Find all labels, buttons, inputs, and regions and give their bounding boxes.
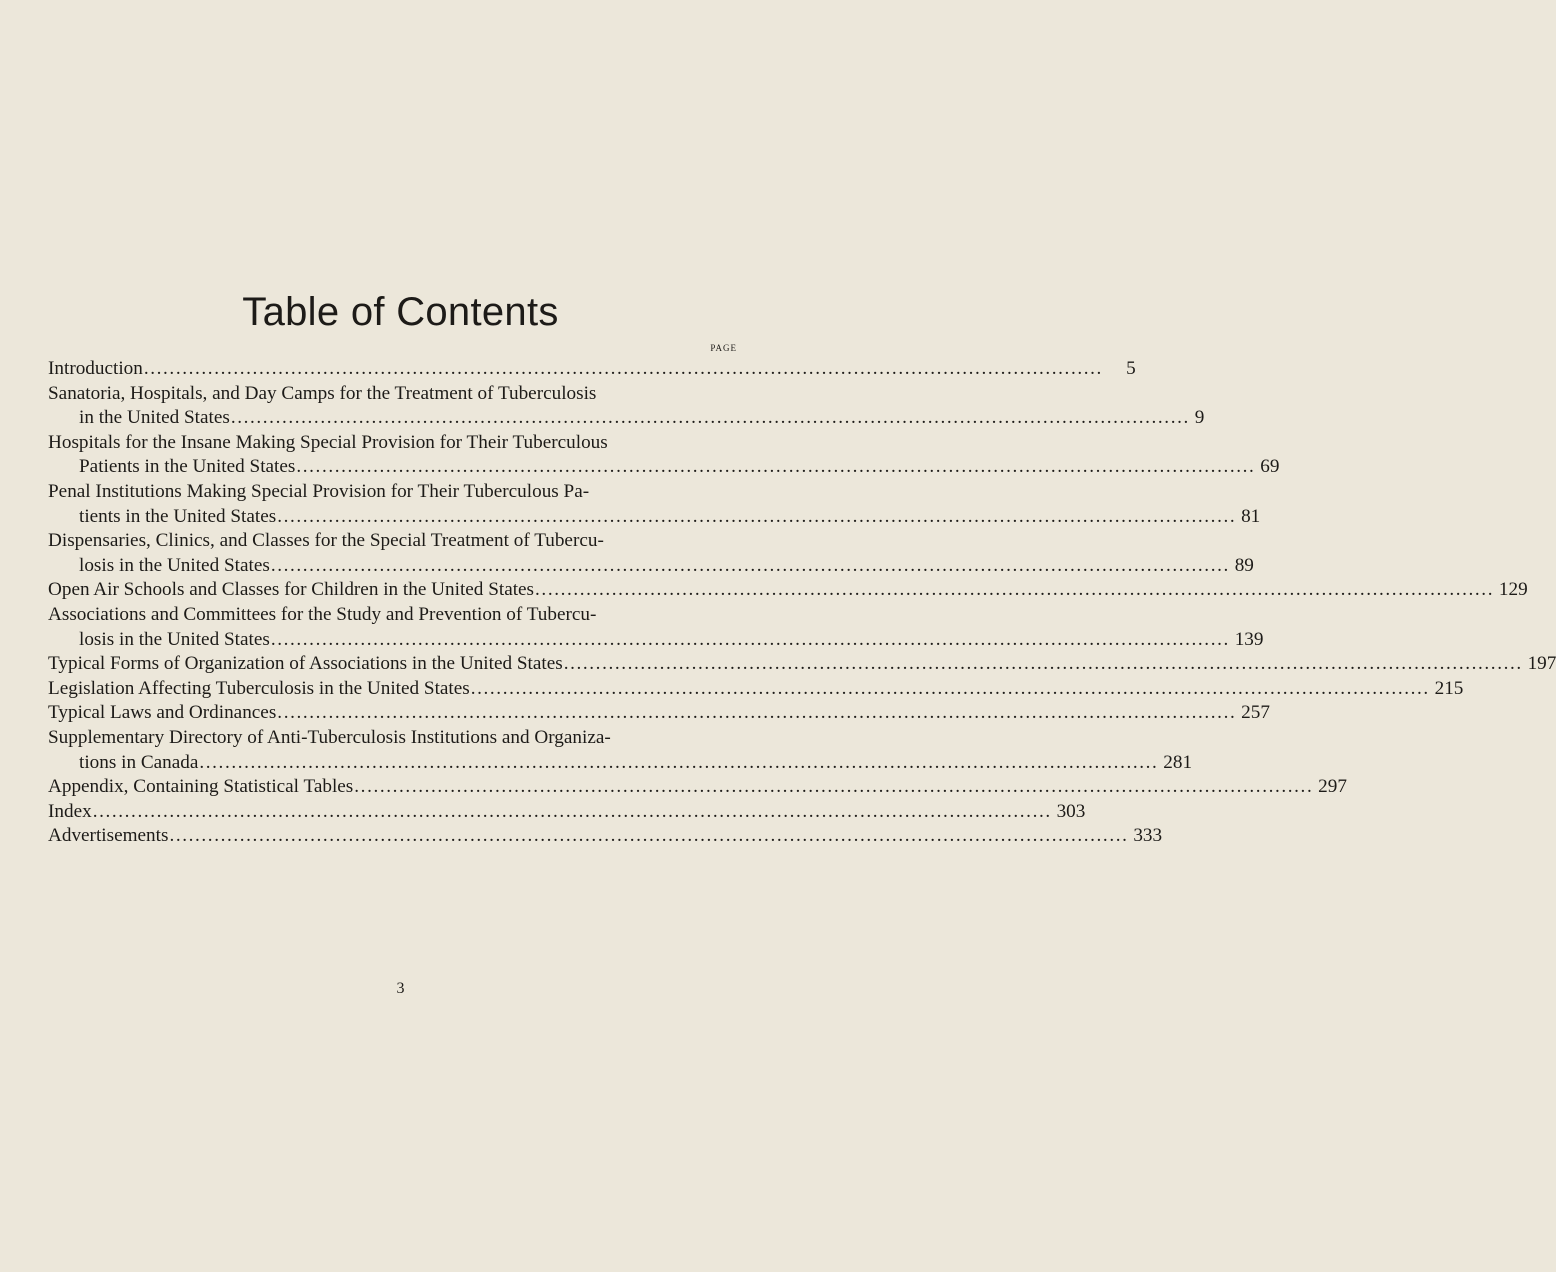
table-of-contents <box>48 357 1556 849</box>
toc-entry <box>48 726 1193 775</box>
dot-leader <box>271 629 1227 650</box>
dot-leader <box>231 407 1187 428</box>
dot-leader <box>144 357 1100 382</box>
toc-entry-title: Advertisements <box>48 825 169 847</box>
dot-leader <box>277 506 1233 527</box>
toc-entry-title: Patients in the United States <box>79 456 296 478</box>
page-number: 3 <box>396 980 405 997</box>
dot-leader <box>535 578 1491 603</box>
toc-entry-final-line <box>48 406 1205 431</box>
toc-entry-title: in the United States <box>79 407 230 429</box>
toc-entry-page: 9 <box>1194 407 1205 429</box>
dot-leader <box>296 456 1252 477</box>
toc-entry-title: Typical Forms of Organization of Associations in the United States <box>48 653 563 675</box>
toc-entry-final-line <box>48 628 1264 653</box>
dot-leader <box>199 752 1155 773</box>
toc-entry-final-line <box>48 505 1261 530</box>
toc-entry-title: Legislation Affecting Tuberculosis in the United States <box>48 677 470 699</box>
toc-entry-page: 257 <box>1241 702 1270 724</box>
toc-entry-title-line: Supplementary Directory of Anti-Tuberculosis Institutions and Organiza- <box>48 726 611 748</box>
toc-entry-final-line <box>48 751 1193 776</box>
toc-entry-final-line <box>48 357 1136 382</box>
toc-entry-page: 197 <box>1527 653 1556 675</box>
toc-entry-title-line: Penal Institutions Making Special Provision for Their Tuberculous Pa- <box>48 480 590 502</box>
toc-entry <box>48 603 1264 652</box>
toc-entry-final-line <box>48 775 1347 800</box>
toc-entry-page: 333 <box>1133 825 1163 847</box>
toc-entry <box>48 382 1205 431</box>
toc-entry-page: 215 <box>1434 677 1464 699</box>
toc-entry-title-line: Hospitals for the Insane Making Special Provision for Their Tuberculous <box>48 431 608 453</box>
toc-entry-title: losis in the United States <box>79 554 270 576</box>
toc-entry-final-line <box>48 701 1270 726</box>
dot-leader <box>564 652 1520 677</box>
toc-entry-final-line <box>48 677 1464 702</box>
toc-entry-title: Open Air Schools and Classes for Children in the United States <box>48 579 535 601</box>
toc-entry-title-line: Associations and Committees for the Study and Prevention of Tubercu- <box>48 603 597 625</box>
toc-entry-page: 129 <box>1498 579 1528 601</box>
toc-entry-title: Introduction <box>48 358 143 379</box>
toc-entry <box>48 578 1528 603</box>
toc-entry <box>48 824 1163 849</box>
toc-entry <box>48 529 1254 578</box>
toc-entry-final-line <box>48 554 1254 579</box>
toc-entry-title: Appendix, Containing Statistical Tables <box>48 776 354 798</box>
toc-entry-title: Index <box>48 800 92 822</box>
toc-entry-final-line <box>48 578 1528 603</box>
toc-entry-page: 89 <box>1234 554 1254 576</box>
toc-entry-title: tions in Canada <box>79 751 199 773</box>
toc-entry <box>48 800 1086 825</box>
toc-entry <box>48 431 1280 480</box>
toc-entry-page: 139 <box>1234 628 1264 650</box>
toc-entry-page: 303 <box>1056 800 1086 822</box>
toc-entry-page: 5 <box>1126 358 1136 379</box>
dot-leader <box>271 555 1227 576</box>
page-column-heading: PAGE <box>710 343 737 353</box>
toc-entry-title: losis in the United States <box>79 628 270 650</box>
toc-entry-page: 281 <box>1163 751 1193 773</box>
dot-leader <box>277 701 1233 726</box>
dot-leader <box>354 775 1310 800</box>
toc-entry-final-line <box>48 800 1086 825</box>
page-title: Table of Contents <box>242 290 559 334</box>
toc-entry-title: Typical Laws and Ordinances <box>48 702 277 724</box>
toc-entry-page: 69 <box>1260 456 1280 478</box>
toc-entry <box>48 775 1347 800</box>
toc-entry-final-line <box>48 455 1280 480</box>
toc-entry-title-line: Sanatoria, Hospitals, and Day Camps for the Treatment of Tuberculosis <box>48 382 597 404</box>
toc-entry-final-line <box>48 824 1163 849</box>
dot-leader <box>93 800 1049 825</box>
toc-entry-page: 81 <box>1241 505 1261 527</box>
dot-leader <box>471 677 1427 702</box>
toc-entry-title: tients in the United States <box>79 505 277 527</box>
toc-entry <box>48 480 1261 529</box>
dot-leader <box>169 824 1125 849</box>
toc-entry <box>48 652 1556 677</box>
toc-entry <box>48 357 1136 382</box>
toc-entry <box>48 701 1270 726</box>
toc-entry-title-line: Dispensaries, Clinics, and Classes for the Special Treatment of Tubercu- <box>48 530 604 552</box>
toc-entry-page: 297 <box>1318 776 1347 798</box>
toc-entry <box>48 677 1464 702</box>
toc-entry-final-line <box>48 652 1556 677</box>
